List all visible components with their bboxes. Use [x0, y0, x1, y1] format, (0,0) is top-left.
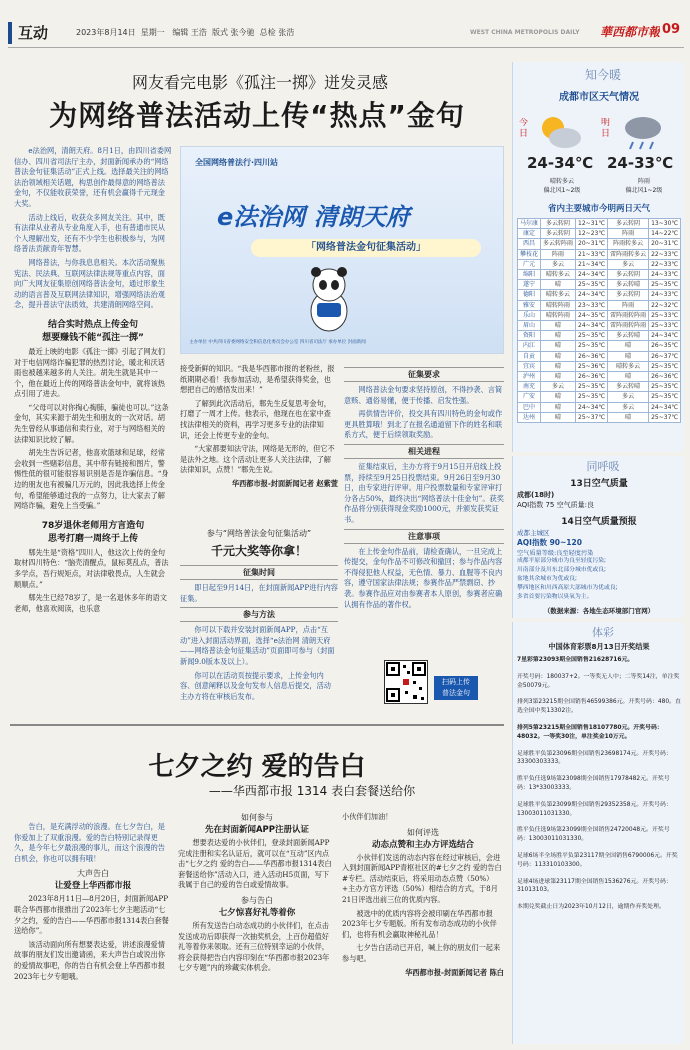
- city-weather-cell: 多云转晴: [608, 280, 649, 290]
- city-weather-cell: 24~34℃: [649, 402, 681, 412]
- reviewer: 总检 张浩: [259, 28, 295, 37]
- city-weather-row: [518, 290, 681, 300]
- city-weather-cell: 24~34℃: [576, 402, 608, 412]
- qixi-subhead-3: 参与告白: [241, 895, 273, 905]
- city-weather-table: [517, 218, 681, 448]
- intro-text: [14, 146, 172, 311]
- lottery-line: 足球6场半全场胜平负第23117期全国销售6790006元。开奖号码：113310103300。: [517, 852, 678, 868]
- air-title: 13日空气质量: [570, 479, 628, 488]
- qixi-subhead-2: 如何参与: [241, 813, 273, 822]
- city-weather-row: [518, 351, 681, 361]
- qixi-column-2: [178, 812, 336, 1044]
- city-weather-cell: 绵阳: [518, 270, 541, 280]
- city-weather-row: [518, 280, 681, 290]
- page-number: 09: [662, 22, 681, 37]
- city-weather-cell: 26~36℃: [649, 372, 681, 382]
- city-weather-cell: 25~35℃: [576, 392, 608, 402]
- city-weather-cell: 晴: [541, 351, 576, 361]
- city-weather-cell: 26~36℃: [576, 351, 608, 361]
- lead-headline: 为网络普法活动上传“热点”金句: [49, 99, 465, 130]
- air-line: 成都平原部分城市为良至轻度污染;: [517, 558, 606, 564]
- weather-panel: [512, 62, 684, 452]
- poster-campaign: 「网络普法金句征集活动」: [251, 239, 481, 257]
- city-weather-cell: 晴: [541, 372, 576, 382]
- section-tab: 互动: [8, 22, 68, 44]
- city-weather-row: [518, 249, 681, 259]
- city-weather-row: [518, 341, 681, 351]
- city-weather-cell: 阵雨: [608, 300, 649, 310]
- progress-text: 征集结束后，主办方将于9月15日开启线上投票，持续至9月25日投票结束。9月26日至9月30日，由专家进行评审。用户投票数量和专家评审打分各占50%，最终决出“网络普法十佳金句”。获奖作品将分别获得现金奖励1000元，并颁发获奖证书。: [344, 461, 504, 524]
- city-weather-row: [518, 361, 681, 371]
- city-weather-cell: 晴转阵雨: [541, 300, 576, 310]
- designer: 版式 张今驰: [212, 28, 255, 37]
- air-forecast-title: 14日空气质量预报: [561, 517, 637, 526]
- qixi-headline: 七夕之约 爱的告白: [148, 752, 366, 778]
- city-weather-cell: 25~35℃: [576, 280, 608, 290]
- paragraph: 接受新鲜的知识。“我是华西都市报的老粉丝，报纸期期必看！我参加活动，是希望获得奖金，也想把自己的感悟发出来！”: [180, 364, 335, 395]
- tomorrow-desc: 阵雨: [637, 178, 650, 185]
- city-weather-cell: 多云转晴: [608, 331, 649, 341]
- paragraph: 2023年8月11日—8月20日，封面新闻APP联合华西都市报推出了2023年七夕主题活动“七夕之约，爱的告白——华西都市报1314表白套餐送给你”。: [14, 894, 169, 936]
- lead-column-1: [14, 146, 172, 691]
- tomorrow-temp: 24-33℃: [607, 154, 674, 172]
- sunny-cloud-icon: [535, 112, 585, 152]
- lottery-line: 本期兑奖截止日为2023年10月12日，逾期作弃奖处理。: [517, 904, 665, 911]
- campaign-poster: [180, 146, 504, 354]
- city-weather-cell: 22~33℃: [649, 249, 681, 259]
- paragraph: 郫先生已经78岁了，是一名退休多年的语文老师，他喜欢阅读，也乐意: [14, 593, 167, 613]
- city-weather-cell: 26~37℃: [649, 351, 681, 361]
- rain-cloud-icon: [617, 112, 667, 152]
- city-weather-cell: 晴: [541, 392, 576, 402]
- city-weather-cell: 雅安: [518, 300, 541, 310]
- city-weather-cell: 西昌: [518, 239, 541, 249]
- city-weather-cell: 25~35℃: [576, 382, 608, 392]
- page-header: [8, 18, 684, 48]
- subhead-2: 78岁退休老师用方言造句: [41, 520, 145, 531]
- city-weather-cell: 多云: [608, 259, 649, 269]
- panda-mascot-icon: [299, 263, 359, 333]
- city-weather-cell: 晴: [541, 280, 576, 290]
- requirement-heading: 征集要求: [344, 367, 504, 382]
- city-weather-cell: 晴: [541, 412, 576, 422]
- city-weather-cell: 德阳: [518, 290, 541, 300]
- lottery-line: 7星彩第23093期全国销售21628716元。: [517, 657, 634, 663]
- air-quality-level: 空气质量等级:良至轻度污染: [517, 550, 594, 557]
- city-weather-cell: 20~31℃: [576, 239, 608, 249]
- city-weather-cell: 南充: [518, 382, 541, 392]
- air-area: 成都主城区: [517, 529, 550, 537]
- city-weather-cell: 22~32℃: [649, 300, 681, 310]
- lead-kicker: 网友看完电影《孤注一掷》迸发灵感: [131, 73, 388, 92]
- box-left-col: [180, 562, 338, 724]
- paragraph: 小伙伴们加油！: [342, 812, 393, 821]
- air-city: 成都(18时): [517, 491, 555, 499]
- lottery-panel: [512, 622, 684, 1044]
- city-weather-cell: 多云转阴: [541, 219, 576, 229]
- city-weather-row: [518, 219, 681, 229]
- today-label: 今日: [519, 118, 529, 139]
- notice-text: 在上传金句作品前，请检查确认，一旦完成上传提交，金句作品不可修改和撤回；参与作品内容不得侵犯他人权益，无色情、暴力、血腥等不良内容，遵守国家法律法规；参赛作品严禁剽窃、抄袭。参赛作品应对由参赛者本人原创，参赛者应确认拥有作品的著作权。: [344, 546, 503, 609]
- qixi-subhead-3b: 七夕惊喜好礼等着你: [218, 907, 296, 918]
- poster-slogan: e法治网 清朗天府: [217, 203, 410, 231]
- method-heading: 参与方法: [180, 607, 338, 622]
- city-weather-cell: 雷阵雨转阵雨: [608, 310, 649, 320]
- city-weather-cell: 多云: [541, 259, 576, 269]
- lottery-line: 胜平负任选9场第23099期全国销售24720048元。开奖号码：13003011031330。: [517, 827, 670, 843]
- paragraph: 小伙伴们发送的动态内容在经过审核后，会进入到封面新闻APP青枢社区的#七夕之约 爱的告白#专栏。活动结束后，将采用动态点赞（50%）+主办方官方评选（50%）相结合的方式，于8月21日评选出前三位的优质内容。: [342, 852, 502, 904]
- city-weather-cell: 25~36℃: [576, 361, 608, 371]
- city-weather-cell: 晴: [608, 412, 649, 422]
- city-weather-cell: 广安: [518, 392, 541, 402]
- city-weather-cell: 晴: [541, 331, 576, 341]
- today-wind: 偏北风1~2级: [543, 187, 581, 194]
- qixi-subhead-2b: 先在封面新闻APP注册认证: [204, 825, 310, 835]
- city-weather-cell: 巴中: [518, 402, 541, 412]
- box-prize: 千元大奖等你拿！: [210, 544, 307, 558]
- city-weather-cell: 25~37℃: [649, 412, 681, 422]
- city-weather-cell: 多云: [608, 392, 649, 402]
- air-quality-panel: [512, 456, 684, 618]
- city-weather-cell: 晴: [541, 341, 576, 351]
- city-weather-cell: 25~37℃: [576, 412, 608, 422]
- paragraph: 所有发送告白动态成功的小伙伴们，在点击发送成功后即获得一次抽奖机会，上百份超值好礼等着你来领取。还有三位特别幸运的小伙伴，将会获得把告白内容印刻在“华西都市报2023年七夕专题”内的珍藏实体机会。: [178, 920, 330, 973]
- progress-heading: 相关进程: [344, 444, 504, 459]
- lead-column-3: [344, 364, 504, 654]
- paragraph: 该活动面向所有想要表达爱，讲述浪漫爱情故事的朋友们发出邀请函，来大声告白或说出你的爱情故事吧，你的告白有机会登上华西都市报2023年七夕专题哦。: [14, 939, 165, 981]
- city-weather-cell: 20~31℃: [649, 239, 681, 249]
- city-weather-cell: 晴: [541, 361, 576, 371]
- lottery-results: [517, 656, 681, 1040]
- city-weather-row: [518, 259, 681, 269]
- qixi-subhead-1: 大声告白: [77, 869, 109, 879]
- paragraph: 网络普法，与你我息息相关。本次活动聚焦宪法、民法典、互联网法律法规等重点内容，面向广大网友征集原创网络普法金句，通过形象生动的语言普及互联网法律知识，增强网络法治观念，提升普法守法质效，共建清朗网络空间。: [14, 257, 165, 310]
- city-weather-cell: 多云转晴: [608, 382, 649, 392]
- city-weather-cell: 25~35℃: [649, 361, 681, 371]
- city-weather-cell: 12~31℃: [576, 219, 608, 229]
- lottery-line: 足球胜平负第23096期全国销售23698174元。开奖号码：33300303333。: [517, 750, 672, 766]
- city-weather-cell: 达州: [518, 412, 541, 422]
- city-weather-row: [518, 402, 681, 412]
- lottery-line: 排列5第23215期全国销售18107780元。开奖号码：48032。一等奖30注，单注奖金10万元。: [517, 724, 663, 740]
- city-weather-row: [518, 331, 681, 341]
- city-weather-row: [518, 229, 681, 239]
- city-weather-cell: 攀枝花: [518, 249, 541, 259]
- city-weather-cell: 25~35℃: [649, 382, 681, 392]
- city-weather-row: [518, 300, 681, 310]
- lottery-line: 胜平负任选9场第23098期全国销售17978482元。开奖号码：13*33003333。: [517, 776, 670, 791]
- lottery-title: 中国体育彩票8月13日开奖结果: [548, 642, 650, 651]
- city-weather-cell: 眉山: [518, 321, 541, 331]
- city-weather-cell: 泸州: [518, 372, 541, 382]
- air-forecast-lines: [517, 557, 681, 605]
- requirement-text: 网络普法金句要求坚持原创，不得抄袭、言简意赅、通俗易懂，便于传播、启发性强。: [344, 385, 503, 405]
- air-aqi: AQI指数 90~120: [517, 538, 582, 547]
- city-weather-cell: 22~33℃: [649, 259, 681, 269]
- tomorrow-label: 明日: [601, 118, 611, 139]
- qixi-subhead-1b: 让爱登上华西都市报: [54, 881, 132, 892]
- subhead-1b: 想要赚钱不能“孤注一掷”: [42, 332, 144, 343]
- lottery-line: 开奖号码：180037+2。一等奖无人中；二等奖14注，单注奖金50079元。: [517, 673, 680, 689]
- issue-date: 2023年8月14日: [76, 28, 136, 37]
- city-table-title: 省内主要城市今明两日天气: [547, 204, 650, 214]
- air-line: 盆地其余城市为优或良;: [517, 576, 577, 582]
- city-weather-cell: 晴转多云: [608, 361, 649, 371]
- city-weather-row: [518, 382, 681, 392]
- city-weather-cell: 晴: [608, 341, 649, 351]
- method-text-2: 你可以在活动页按提示要求，上传金句内容、创意阐释以及金句发布人信息后提交，活动主办方将在审核后发布。: [180, 670, 331, 701]
- city-weather-cell: 晴: [541, 402, 576, 412]
- city-weather-cell: 23~33℃: [576, 300, 608, 310]
- today-temp: 24-34℃: [527, 154, 594, 172]
- city-weather-row: [518, 372, 681, 382]
- city-weather-row: [518, 239, 681, 249]
- city-weather-cell: 雷阵雨转阵雨: [608, 321, 649, 331]
- city-weather-cell: 遂宁: [518, 280, 541, 290]
- qr-label-line1: 扫码上传: [442, 678, 470, 686]
- paragraph: 告白，是充满浮动的浪漫。在七夕告白，是你爱加上了双重浪漫。爱的告白特别记录得更久，是今年七夕最浪漫的事儿，而这个浪漫的告白机会，你也可以拥有哦！: [14, 822, 165, 863]
- paragraph: 了解到此次活动后，郫先生反复思考金句，打磨了一周才上传。他表示，他现在也在家中查找法律相关的资料，再学习更多专业的法律知识，还会上传更专业的金句。: [180, 398, 331, 440]
- city-weather-cell: 24~35℃: [576, 310, 608, 320]
- lottery-line: 足球4场进球第23117期全国销售1536276元。开奖号码：31013103。: [517, 878, 672, 894]
- requirement-text-2: 再供情告评价，投交具有四川特色的金句或作更具胜算哦！到北了在报名通道留下作的姓名和联系方式，便于后续领取奖励。: [344, 409, 503, 440]
- time-heading: 征集时间: [180, 565, 338, 580]
- poster-organizers: 主办单位 中共四川省委网络安全和信息化委员会办公室 四川省司法厅 承办单位 封面新闻: [189, 340, 366, 345]
- city-weather-cell: 宜宾: [518, 361, 541, 371]
- paragraph: “大家都要知法守法，网络是无形的，但它不是法外之地。这个活动让更多人关注法律，了解法律知识，点赞！”郫先生说。: [180, 444, 335, 475]
- city-weather-cell: 内江: [518, 341, 541, 351]
- city-weather-cell: 25~35℃: [576, 341, 608, 351]
- city-weather-row: [518, 412, 681, 422]
- city-weather-cell: 阵雨转多云: [608, 239, 649, 249]
- city-weather-cell: 25~33℃: [649, 321, 681, 331]
- paragraph: “父母可以对你掏心掏肺，骗徒也可以。”这条金句，其实来源于胡先生和朋友的一次对话。胡先生曾经从事通信和卖行业，对于与网络相关的法律知识比较了解。: [14, 402, 169, 444]
- city-weather-cell: 24~34℃: [576, 290, 608, 300]
- city-weather-cell: 21~33℃: [576, 249, 608, 259]
- time-text: 即日起至9月14日，在封面新闻APP进行内容征集。: [180, 583, 338, 603]
- city-weather-cell: 广元: [518, 259, 541, 269]
- air-line: 多省首要污染物以臭氧为主。: [517, 594, 593, 600]
- city-weather-cell: 晴: [608, 372, 649, 382]
- city-weather-cell: 12~23℃: [576, 229, 608, 239]
- city-weather-cell: 晴转阵雨: [541, 310, 576, 320]
- paragraph: 郫先生是“资格”四川人，他这次上传的金句取材四川特色：“脑壳清醒点，鼠标莫乱点，普法多学点，吾行规矩点，对法律敬畏点，人生就会顺顺点。”: [14, 547, 169, 589]
- city-weather-cell: 25~35℃: [649, 392, 681, 402]
- city-weather-cell: 多云转阵雨: [541, 239, 576, 249]
- city-weather-cell: 25~35℃: [576, 331, 608, 341]
- city-weather-cell: 晴转多云: [541, 290, 576, 300]
- paragraph: 七夕告白活动已开启，喊上你的朋友们一起来参与吧。: [342, 943, 501, 963]
- lottery-line: 足球胜平负第23099期全国销售29352358元。开奖号码：13003011031330。: [517, 801, 672, 817]
- city-weather-cell: 马尔康: [518, 219, 541, 229]
- lottery-line: 排列3第23215期全国销售46599386元。开奖号码：480。直选全国中奖13302注。: [517, 699, 681, 715]
- city-weather-cell: 晴: [541, 321, 576, 331]
- paper-logo: 華西都市報: [600, 25, 660, 39]
- city-weather-cell: 多云: [608, 402, 649, 412]
- city-weather-cell: 多云转阴: [541, 229, 576, 239]
- city-weather-cell: 24~33℃: [649, 290, 681, 300]
- city-weather-cell: 康定: [518, 229, 541, 239]
- section-divider: [10, 724, 504, 726]
- air-current: AQI指数 75 空气质量:良: [517, 501, 594, 509]
- city-weather-cell: 多云转阴: [608, 290, 649, 300]
- city-weather-cell: 24~34℃: [649, 331, 681, 341]
- weather-title: 成都市区天气情况: [559, 92, 639, 102]
- city-weather-row: [518, 310, 681, 320]
- city-weather-cell: 25~33℃: [649, 310, 681, 320]
- city-weather-cell: 阵雨: [608, 229, 649, 239]
- notice-heading: 注意事项: [344, 529, 504, 544]
- city-weather-cell: 多云转阴: [608, 219, 649, 229]
- city-weather-cell: 雷阵雨转多云: [608, 249, 649, 259]
- air-source: （数据来源：各地生态环境部门官网）: [543, 607, 655, 615]
- paragraph: 被选中的优质内容将会被印刷在华西都市报2023年七夕专题版。所有发布动态成功的小伙伴们，也将有机会赢取神秘礼品！: [342, 908, 497, 939]
- paragraph: 活动上线后，收获众多网友关注。其中，既有法律从业者从专业角度入手，也有普通市民从个人理解出发，还有不少学生也积极参与，为网络普法贡献青年智慧。: [14, 212, 165, 254]
- paper-name-en: WEST CHINA METROPOLIS DAILY: [470, 29, 580, 36]
- city-weather-cell: 24~34℃: [576, 270, 608, 280]
- paragraph: e法治网，清朗天府。8月1日，由四川省委网信办、四川省司法厅主办，封面新闻承办的“网络普法金句征集活动”正式上线。选择最关注的网络法治领域相关话题，构思创作最得意的网络普法金句，不仅能收获荣誉，还有机会赢得千元现金大奖。: [14, 146, 172, 208]
- qixi-column-1: [14, 822, 172, 1044]
- qixi-subhead-4: 如何评选: [407, 827, 439, 837]
- qixi-column-3: [342, 812, 504, 1044]
- city-weather-cell: 21~34℃: [576, 259, 608, 269]
- box-title: 参与“网络普法金句征集活动”: [206, 529, 312, 538]
- city-weather-cell: 24~34℃: [576, 321, 608, 331]
- air-brand: 同呼吸: [586, 460, 620, 472]
- byline: 华西都市报-封面新闻记者 陈白: [405, 967, 504, 977]
- city-weather-row: [518, 270, 681, 280]
- city-weather-cell: 14~22℃: [649, 229, 681, 239]
- city-weather-cell: 多云: [541, 382, 576, 392]
- paragraph: 想要表达爱的小伙伴们，登录封面新闻APP完成注册和实名认证后，就可以在“互动”区内点击“七夕之约 爱的告白——华西都市报1314表白套餐送给你”活动入口，进入活动H5页面，写下我属于自己的爱的告白或爱情故事。: [178, 838, 332, 890]
- city-weather-cell: 资阳: [518, 331, 541, 341]
- city-weather-cell: 阵雨: [541, 249, 576, 259]
- city-weather-cell: 26~36℃: [576, 372, 608, 382]
- lead-column-2: [180, 364, 338, 534]
- city-weather-cell: 26~35℃: [649, 341, 681, 351]
- paragraph: 胡先生告诉记者，他喜欢篮球和足球，经常会收到一些赌彩信息，其中带有链接和图片，警惕性低的很可能很容易识别是否是诈骗信息。“身边的朋友也有被骗几万元的，因此我选择上传金句，希望能够通过我的一点努力，让大家去了解网络诈骗，避免上当受骗。”: [14, 448, 169, 511]
- byline: 华西都市报-封面新闻记者 赵紫萱: [231, 478, 338, 488]
- subhead-1: 结合实时热点上传金句: [47, 319, 138, 330]
- city-weather-cell: 晴: [608, 351, 649, 361]
- city-weather-cell: 自贡: [518, 351, 541, 361]
- city-weather-row: [518, 321, 681, 331]
- weather-brand: 知今暖: [584, 68, 621, 82]
- poster-line1: 全国网络普法行·四川站: [195, 158, 279, 167]
- city-weather-cell: 25~35℃: [649, 280, 681, 290]
- qr-code[interactable]: [384, 660, 428, 704]
- qr-label: [434, 676, 478, 700]
- city-weather-cell: 24~33℃: [649, 270, 681, 280]
- city-weather-cell: 多云转阴: [608, 270, 649, 280]
- paragraph: 最近上映的电影《孤注一掷》引起了网友们对于电信网络诈骗犯罪的热烈讨论，暖北和沃话雨也被越来越多的人关注。胡先生就是其中一个，他在最近上传的网络普法金句中，就将该热点引用了进去。: [14, 346, 165, 399]
- qixi-subtitle: ——华西都市报 1314 表白套餐送给你: [208, 784, 416, 798]
- city-weather-cell: 乐山: [518, 310, 541, 320]
- city-weather-cell: 13~30℃: [649, 219, 681, 229]
- editor: 编辑 王浩: [172, 28, 207, 37]
- lottery-brand: 体彩: [592, 626, 614, 638]
- tomorrow-wind: 偏北风1~2级: [625, 187, 663, 194]
- today-desc: 晴转多云: [549, 178, 574, 185]
- qr-label-line2: 普法金句: [442, 689, 470, 697]
- method-text: 你可以下载并安装封面新闻APP，点击“互动”进入封面活动界面，选择“e法治网 清朗天府——网络普法金句征集活动”页面即可参与（封面新闻9.0版本及以上）。: [180, 625, 335, 666]
- header-meta: [76, 27, 356, 41]
- qixi-subhead-4b: 动态点赞和主办方评选结合: [371, 839, 474, 850]
- subhead-2b: 思考打磨一周终于上传: [47, 533, 138, 544]
- issue-weekday: 星期一: [140, 28, 165, 37]
- air-line: 攀西地区和川西高原大部城市为优或良;: [517, 585, 618, 591]
- city-weather-row: [518, 392, 681, 402]
- city-weather-cell: 晴转多云: [541, 270, 576, 280]
- air-line: 川南部分及川东北部分城市优或良;: [517, 567, 606, 573]
